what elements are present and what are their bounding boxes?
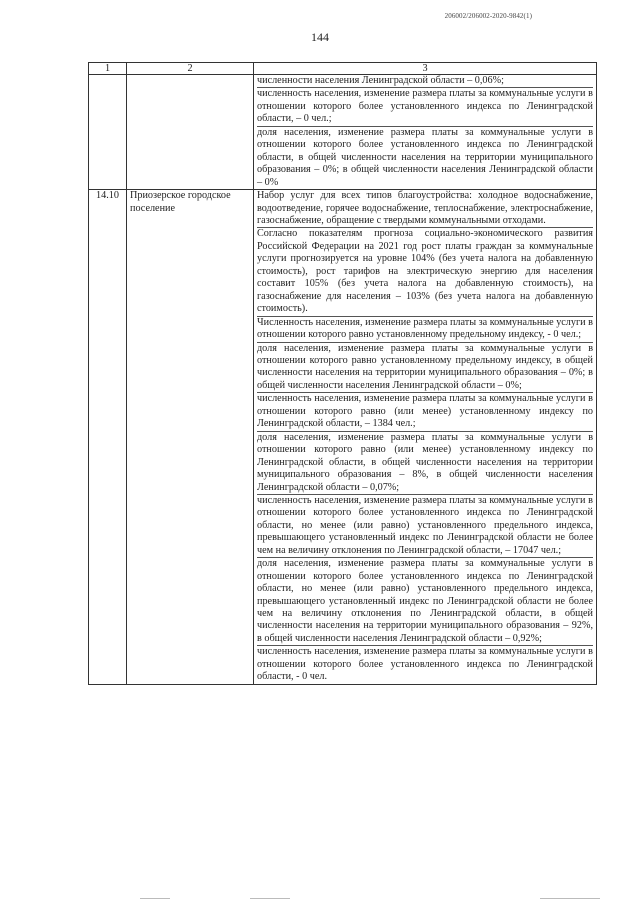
row-number-cell: 14.10: [89, 190, 127, 685]
scan-mark: [140, 898, 170, 899]
row-text-cell: [254, 75, 597, 190]
data-table: [88, 62, 597, 685]
text-paragraph: численность населения, изменение размера платы за коммунальные услуги в отношении которого равно (или менее) установленному индексу по Ленинградской области, – 1384 чел.;: [257, 393, 593, 431]
text-paragraph: численность населения, изменение размера платы за коммунальные услуги в отношении которого более установленного индекса по Ленинградской области, но менее (или равно) установленного предельного индекса, превышающего установленный индекс по Ленинградской области не более чем на величину отклонения по Ленинградской области, – 17047 чел.;: [257, 495, 593, 558]
footer-scan-marks: [0, 893, 640, 899]
table-row-14-10: [89, 190, 597, 685]
text-paragraph: доля населения, изменение размера платы за коммунальные услуги в отношении которого более установленного индекса по Ленинградской области, но менее (или равно) установленного предельного индекса, превышающего установленный индекс по Ленинградской области не более чем на величину отклонения по Ленинградской области, в общей численности населения на территории муниципального образования – 92%, в общей численности населения Ленинградской области – 0,92%;: [257, 558, 593, 646]
text-paragraph: Численность населения, изменение размера платы за коммунальные услуги в отношении которого равно установленному предельному индексу, - 0 чел.;: [257, 317, 593, 343]
page-number: 144: [311, 30, 329, 44]
text-paragraph: численности населения Ленинградской области – 0,06%;: [257, 75, 593, 88]
column-header-3: 3: [254, 63, 597, 75]
row-text-cell: [254, 190, 597, 685]
text-paragraph: численность населения, изменение размера платы за коммунальные услуги в отношении которого более установленного индекса по Ленинградской области, - 0 чел.: [257, 646, 593, 683]
table-header-row: [89, 63, 597, 75]
scan-mark: [250, 898, 290, 899]
document-code: 206002/206002-2020-9842(1): [444, 12, 532, 20]
scan-mark: [540, 898, 600, 899]
text-paragraph: Набор услуг для всех типов благоустройства: холодное водоснабжение, водоотведение, горячее водоснабжение, теплоснабжение, электроснабжение, газоснабжение, обращение с твердыми коммунальными отходами.: [257, 190, 593, 228]
table-row-continued: [89, 75, 597, 190]
row-number-cell: [89, 75, 127, 190]
text-paragraph: доля населения, изменение размера платы за коммунальные услуги в отношении которого равно (или менее) установленному индексу по Ленинградской области, в общей численности населения на территории муниципального образования – 8%, в общей численности населения Ленинградской области – 0,07%;: [257, 432, 593, 495]
text-paragraph: численность населения, изменение размера платы за коммунальные услуги в отношении которого более установленного индекса по Ленинградской области, – 0 чел.;: [257, 88, 593, 126]
text-paragraph: доля населения, изменение размера платы за коммунальные услуги в отношении которого более установленного индекса по Ленинградской области, в общей численности населения на территории муниципального образования – 0%; в общей численности населения Ленинградской области – 0%: [257, 126, 593, 188]
text-paragraph: доля населения, изменение размера платы за коммунальные услуги в отношении которого равно установленному предельному индексу, в общей численности населения на территории муниципального образования – 0%; в общей численности населения Ленинградской области – 0%;: [257, 343, 593, 394]
column-header-2: 2: [127, 63, 254, 75]
text-paragraph: Согласно показателям прогноза социально-экономического развития Российской Федерации на 2021 год рост платы граждан за коммунальные услуги прогнозируется на уровне 104% (без учета налога на добавленную стоимость), рост тарифов на электрическую энергию для населения составит 105% (без учета налога на добавленную стоимость), на газоснабжение для населения – 103% (без учета налога на добавленную стоимость).: [257, 228, 593, 316]
row-name-cell: Приозерское городское поселение: [127, 190, 254, 685]
row-name-cell: [127, 75, 254, 190]
column-header-1: 1: [89, 63, 127, 75]
